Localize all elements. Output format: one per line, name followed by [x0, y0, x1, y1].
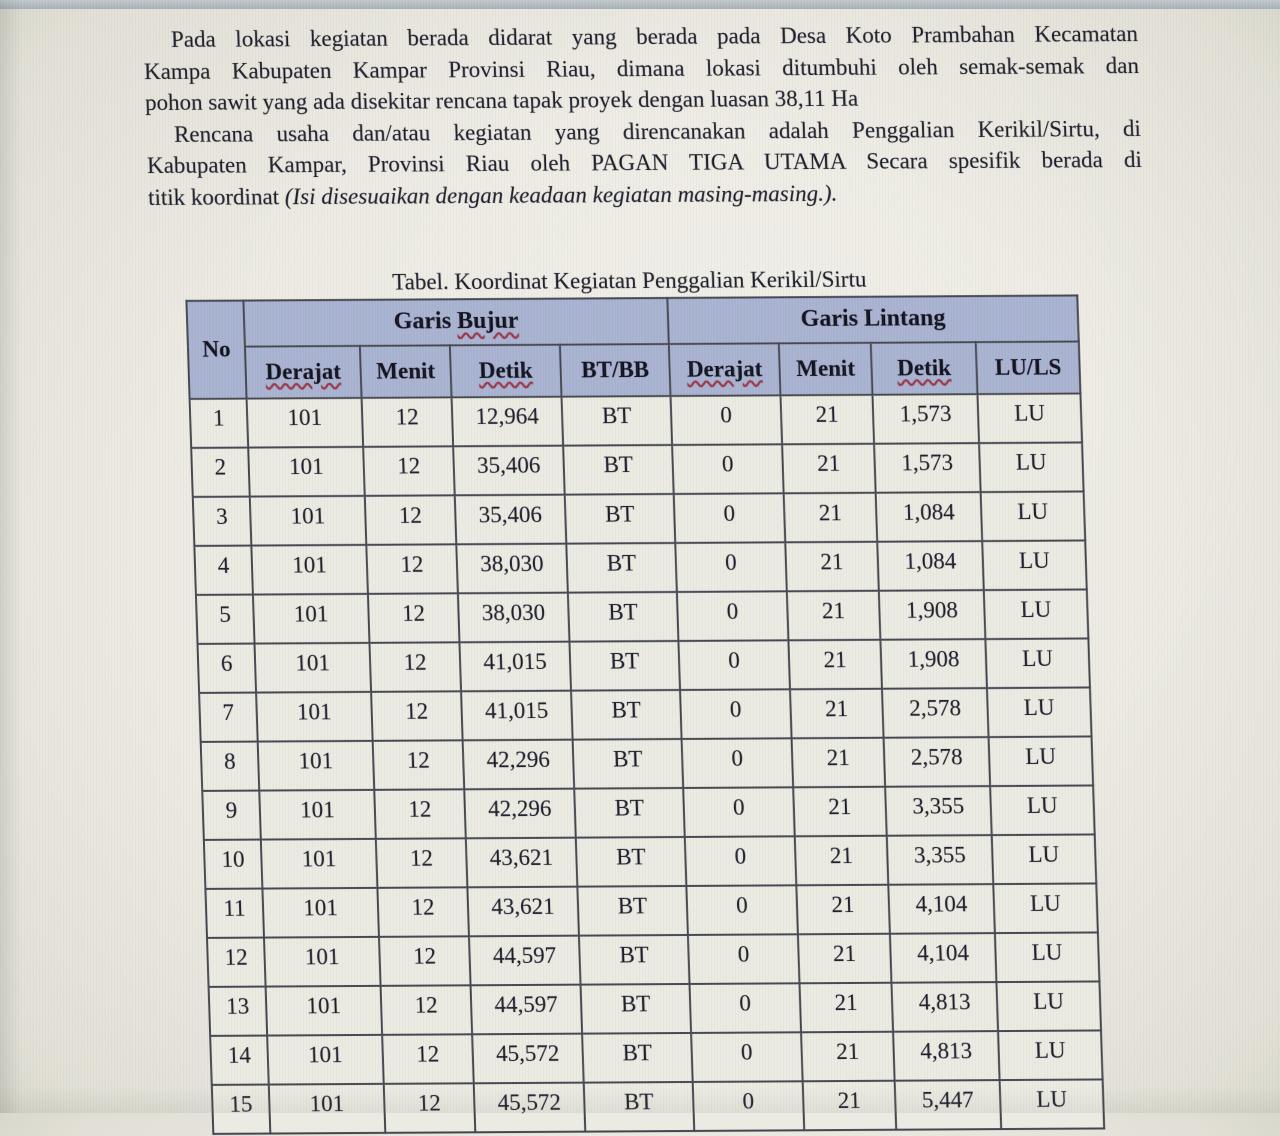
- col-header-garis-lintang: Garis Lintang: [667, 295, 1078, 344]
- cell-lintang-menit: 21: [795, 835, 889, 885]
- cell-no: 2: [191, 447, 250, 496]
- cell-lintang-detik: 1,573: [874, 443, 981, 493]
- table-row: [191, 442, 1083, 496]
- cell-lu-ls: LU: [979, 442, 1084, 492]
- table-row: [197, 638, 1089, 692]
- cell-bt-bb: BT: [565, 494, 676, 544]
- cell-bt-bb: BT: [581, 984, 692, 1034]
- cell-lintang-menit: 21: [780, 394, 874, 444]
- cell-no: 15: [212, 1084, 271, 1133]
- cell-no: 10: [204, 839, 263, 888]
- cell-bt-bb: BT: [563, 445, 674, 495]
- cell-lu-ls: LU: [990, 785, 1095, 835]
- cell-bujur-derajat: 101: [264, 936, 381, 986]
- cell-lintang-derajat: 0: [683, 787, 795, 837]
- cell-lintang-detik: 2,578: [884, 737, 991, 787]
- table-row: [205, 883, 1097, 937]
- table-row: [212, 1079, 1104, 1133]
- cell-lu-ls: LU: [995, 932, 1100, 982]
- cell-bujur-derajat: 101: [254, 642, 371, 692]
- sub-header-bujur-menit: Menit: [360, 345, 452, 398]
- cell-lu-ls: LU: [977, 393, 1082, 443]
- cell-bujur-menit: 12: [381, 985, 473, 1035]
- cell-bujur-derajat: 101: [253, 593, 370, 643]
- cell-bujur-detik: 38,030: [456, 543, 568, 593]
- coordinates-table: [185, 294, 1105, 1134]
- cell-bujur-detik: 44,597: [471, 984, 583, 1034]
- cell-bujur-derajat: 101: [248, 446, 365, 496]
- cell-bujur-detik: 38,030: [458, 592, 570, 642]
- cell-lintang-menit: 21: [801, 1031, 895, 1081]
- table-row: [210, 1030, 1102, 1084]
- cell-lintang-derajat: 0: [680, 689, 792, 739]
- cell-lu-ls: LU: [992, 834, 1097, 884]
- cell-lu-ls: LU: [981, 491, 1086, 541]
- cell-bujur-menit: 12: [362, 397, 454, 447]
- cell-bujur-menit: 12: [374, 789, 466, 839]
- cell-bujur-menit: 12: [369, 642, 461, 692]
- cell-bujur-detik: 42,296: [464, 788, 576, 838]
- cell-bujur-menit: 12: [376, 838, 468, 888]
- col-header-no: No: [186, 300, 246, 398]
- cell-bt-bb: BT: [576, 837, 687, 887]
- cell-bujur-detik: 44,597: [469, 935, 581, 985]
- cell-no: 12: [207, 937, 266, 986]
- cell-no: 14: [210, 1035, 269, 1084]
- cell-lintang-menit: 21: [798, 933, 892, 983]
- table-row: [201, 736, 1093, 790]
- cell-bujur-detik: 43,621: [466, 837, 578, 887]
- cell-lintang-derajat: 0: [678, 640, 790, 690]
- paragraph-2: [146, 113, 1144, 214]
- cell-bujur-detik: 43,621: [467, 886, 579, 936]
- cell-bujur-detik: 45,572: [472, 1033, 584, 1083]
- cell-no: 9: [202, 790, 261, 839]
- cell-no: 4: [194, 545, 253, 594]
- cell-bujur-detik: 42,296: [463, 739, 575, 789]
- table-title: Tabel. Koordinat Kegiatan Penggalian Kerikil/Sirtu: [391, 266, 867, 295]
- cell-lu-ls: LU: [996, 981, 1101, 1031]
- document-page: [0, 1, 1280, 1135]
- sub-header-lu-ls: LU/LS: [976, 341, 1081, 394]
- cell-bujur-menit: 12: [379, 936, 471, 986]
- paragraph-line: Kabupaten Kampar, Provinsi Riau oleh PAGAN TIGA UTAMA Secara spesifik berada di: [146, 147, 1143, 179]
- cell-lu-ls: LU: [984, 589, 1089, 639]
- cell-lintang-detik: 4,104: [890, 933, 997, 983]
- cell-lintang-derajat: 0: [686, 885, 798, 935]
- table-row: [202, 785, 1094, 839]
- cell-no: 8: [201, 741, 260, 790]
- cell-no: 3: [193, 496, 252, 545]
- cell-bujur-derajat: 101: [262, 887, 379, 937]
- cell-bujur-menit: 12: [377, 887, 469, 937]
- cell-lintang-menit: 21: [803, 1080, 897, 1130]
- paragraph-line: Pada lokasi kegiatan berada didarat yang berada pada Desa Koto Prambahan Kecamatan: [170, 21, 1139, 52]
- cell-lintang-detik: 1,084: [877, 541, 984, 591]
- cell-bujur-detik: 12,964: [452, 396, 564, 446]
- cell-lintang-detik: 1,573: [872, 394, 979, 444]
- paragraph-line: [148, 176, 1144, 214]
- cell-lintang-derajat: 0: [689, 983, 801, 1033]
- cell-bt-bb: BT: [579, 935, 690, 985]
- cell-bujur-derajat: 101: [266, 985, 383, 1035]
- cell-bt-bb: BT: [584, 1082, 695, 1132]
- cell-bujur-detik: 41,015: [459, 641, 571, 691]
- cell-bt-bb: BT: [568, 592, 679, 642]
- cell-lintang-derajat: 0: [672, 444, 784, 494]
- table-row: [207, 932, 1099, 986]
- cell-lintang-menit: 21: [787, 590, 881, 640]
- cell-bujur-derajat: 101: [258, 740, 375, 790]
- cell-lintang-derajat: 0: [675, 542, 787, 592]
- cell-no: 7: [199, 692, 258, 741]
- cell-bujur-derajat: 101: [269, 1083, 386, 1133]
- cell-bujur-menit: 12: [384, 1083, 476, 1133]
- cell-bujur-menit: 12: [373, 740, 465, 790]
- header-misspelled-word: Bujur: [456, 307, 519, 335]
- cell-bujur-derajat: 101: [256, 691, 373, 741]
- cell-bujur-detik: 45,572: [474, 1082, 586, 1132]
- cell-bt-bb: BT: [577, 886, 688, 936]
- cell-lintang-menit: 21: [790, 688, 884, 738]
- cell-lu-ls: LU: [987, 687, 1092, 737]
- cell-lintang-detik: 1,084: [876, 492, 983, 542]
- table-row: [204, 834, 1096, 888]
- header-text: Garis: [393, 308, 458, 335]
- cell-lintang-derajat: 0: [682, 738, 794, 788]
- sub-header-lintang-menit: Menit: [779, 342, 873, 395]
- paragraph-line: Rencana usaha dan/atau kegiatan yang direncanakan adalah Penggalian Kerikil/Sirtu, di: [173, 115, 1142, 147]
- cell-bujur-menit: 12: [365, 495, 457, 545]
- cell-bt-bb: BT: [562, 396, 673, 446]
- cell-no: 11: [205, 888, 264, 937]
- cell-no: 6: [197, 643, 256, 692]
- sub-header-bujur-detik: Detik: [450, 344, 562, 397]
- paragraph-1: [142, 18, 1140, 119]
- col-header-garis-bujur: [243, 298, 668, 347]
- cell-bujur-derajat: 101: [267, 1034, 384, 1084]
- cell-lu-ls: LU: [985, 638, 1090, 688]
- cell-bujur-derajat: 101: [250, 495, 367, 545]
- cell-lintang-derajat: 0: [677, 591, 789, 641]
- cell-lintang-derajat: 0: [691, 1032, 803, 1082]
- cell-bujur-menit: 12: [363, 446, 455, 496]
- cell-bt-bb: BT: [566, 543, 677, 593]
- cell-bujur-derajat: 101: [251, 544, 368, 594]
- cell-lintang-menit: 21: [796, 884, 890, 934]
- cell-lintang-detik: 3,355: [885, 786, 992, 836]
- cell-lu-ls: LU: [993, 883, 1098, 933]
- cell-lintang-menit: 21: [792, 737, 886, 787]
- paragraph-line: Kampa Kabupaten Kampar Provinsi Riau, dimana lokasi ditumbuhi oleh semak-semak dan: [143, 52, 1140, 84]
- cell-lintang-detik: 3,355: [887, 835, 994, 885]
- table-group-header-row: [186, 295, 1078, 346]
- table-sub-header-row: [188, 341, 1081, 398]
- cell-lintang-menit: 21: [784, 492, 878, 542]
- cell-lintang-derajat: 0: [693, 1081, 805, 1131]
- sub-header-bt-bb: BT/BB: [560, 344, 671, 397]
- cell-bt-bb: BT: [573, 739, 684, 789]
- cell-bujur-menit: 12: [366, 544, 458, 594]
- cell-lintang-detik: 4,813: [891, 982, 998, 1032]
- cell-no: 1: [190, 398, 249, 447]
- table-row: [190, 393, 1082, 447]
- cell-bujur-detik: 41,015: [461, 690, 573, 740]
- cell-no: 13: [209, 986, 268, 1035]
- screen-top-edge: [0, 0, 1280, 9]
- cell-bt-bb: BT: [569, 641, 680, 691]
- paragraph-italic-note: (Isi disesuaikan dengan keadaan kegiatan masing-masing.).: [284, 180, 838, 210]
- cell-lintang-detik: 2,578: [882, 688, 989, 738]
- cell-bujur-menit: 12: [368, 593, 460, 643]
- cell-lintang-menit: 21: [782, 443, 876, 493]
- cell-bt-bb: BT: [582, 1033, 693, 1083]
- sub-header-lintang-detik: Detik: [871, 342, 978, 395]
- cell-lintang-detik: 4,813: [893, 1031, 1000, 1081]
- table-row: [209, 981, 1101, 1035]
- cell-lintang-detik: 1,908: [880, 639, 987, 689]
- table-row: [199, 687, 1091, 741]
- cell-lintang-derajat: 0: [674, 493, 786, 543]
- cell-lintang-derajat: 0: [685, 836, 797, 886]
- cell-lintang-menit: 21: [799, 982, 893, 1032]
- cell-bujur-detik: 35,406: [455, 494, 567, 544]
- cell-lintang-detik: 1,908: [879, 590, 986, 640]
- cell-bujur-menit: 12: [371, 691, 463, 741]
- cell-bujur-derajat: 101: [261, 838, 378, 888]
- table-row: [193, 491, 1085, 545]
- cell-lintang-derajat: 0: [688, 934, 800, 984]
- cell-lintang-menit: 21: [788, 639, 882, 689]
- cell-bt-bb: BT: [574, 788, 685, 838]
- cell-bujur-derajat: 101: [247, 397, 364, 447]
- cell-lintang-menit: 21: [793, 786, 887, 836]
- cell-lintang-derajat: 0: [670, 395, 782, 445]
- cell-bujur-detik: 35,406: [453, 445, 565, 495]
- cell-bujur-derajat: 101: [259, 789, 376, 839]
- table-row: [196, 589, 1088, 643]
- cell-lu-ls: LU: [982, 540, 1087, 590]
- sub-header-bujur-derajat: Derajat: [245, 345, 362, 398]
- cell-lu-ls: LU: [1000, 1079, 1105, 1129]
- cell-lintang-detik: 5,447: [895, 1080, 1002, 1130]
- table-row: [194, 540, 1086, 594]
- sub-header-lintang-derajat: Derajat: [669, 343, 781, 396]
- cell-lintang-menit: 21: [785, 541, 879, 591]
- cell-bujur-menit: 12: [382, 1034, 474, 1084]
- cell-lu-ls: LU: [998, 1030, 1103, 1080]
- cell-lu-ls: LU: [989, 736, 1094, 786]
- cell-lintang-detik: 4,104: [888, 884, 995, 934]
- paragraph-text: titik koordinat: [147, 184, 286, 211]
- cell-bt-bb: BT: [571, 690, 682, 740]
- coordinates-table-body: [190, 393, 1105, 1133]
- cell-no: 5: [196, 594, 255, 643]
- paragraph-line: pohon sawit yang ada disekitar rencana tapak proyek dengan luasan 38,11 Ha: [144, 85, 859, 116]
